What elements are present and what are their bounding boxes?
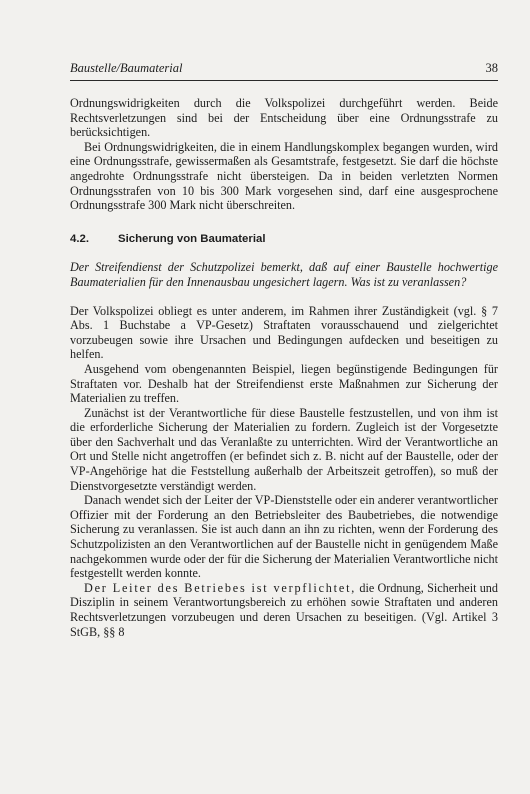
section-title: Sicherung von Baumaterial xyxy=(118,232,266,245)
answer-paragraph-3: Zunächst ist der Verantwortliche für diese Baustelle festzustellen, und von ihm ist die erforderliche Sicherung der Materialien zu fordern. Zugleich ist der Vorgesetzte über den Sachverhalt und das Veranlaßte zu unterrichten. Wird der Verantwortliche an Ort und Stelle nicht angetroffen (er befindet sich z. B. nicht auf der Baustelle, oder der VP-Angehörige hat die Feststellung außerhalb der Arbeitszeit getroffen), so muß der Dienstvorgesetzte verständigt werden. xyxy=(70,405,498,493)
spaced-emphasis: Der Leiter des Betriebes ist verpflichtet, xyxy=(84,580,357,595)
running-title: Baustelle/Baumaterial xyxy=(70,61,183,75)
intro-paragraph-2: Bei Ordnungswidrigkeiten, die in einem Handlungskomplex begangen wurden, wird eine Ordnungsstrafe, gewissermaßen als Gesamtstrafe, festgesetzt. Sie darf die höchste angedrohte Ordnungsstrafe nicht übersteigen. Da in beiden verletzten Normen Ordnungsstrafen von 10 bis 300 Mark vorgesehen sind, darf eine ausgesprochene Ordnungsstrafe 300 Mark nicht überschreiten. xyxy=(70,139,498,213)
answer-paragraph-1: Der Volkspolizei obliegt es unter anderem, im Rahmen ihrer Zuständigkeit (vgl. § 7 Abs. 1 Buchstabe a VP-Gesetz) Straftaten vorausschauend und zielgerichtet vorzubeugen sowie ihre Ursachen und Bedingungen aufdecken und beseitigen zu helfen. xyxy=(70,303,498,362)
case-question: Der Streifendienst der Schutzpolizei bemerkt, daß auf einer Baustelle hochwertige Baumaterialien für den Innenausbau ungesichert lagern. Was ist zu veranlassen? xyxy=(70,260,498,289)
page-number: 38 xyxy=(485,61,498,75)
answer-paragraph-5-rest: die Ordnung, Sicherheit und Disziplin in seinem Verantwortungsbereich zu erhöhen sowie Straftaten und anderen Rechtsverletzungen vorzubeugen und deren Ursachen zu beseitigen. (Vgl. Artikel 3 StGB, §§ 8 xyxy=(70,580,498,639)
answer-paragraph-5 xyxy=(70,581,498,639)
answer-paragraph-2: Ausgehend vom obengenannten Beispiel, liegen begünstigende Bedingungen für Straftaten vor. Deshalb hat der Streifendienst erste Maßnahmen zur Sicherung der Materialien zu treffen. xyxy=(70,361,498,406)
intro-paragraph-1: Ordnungswidrigkeiten durch die Volkspolizei durchgeführt werden. Beide Rechtsverletzungen sind bei der Entscheidung über eine Ordnungsstrafe zu berücksichtigen. xyxy=(70,96,498,140)
answer-paragraph-4: Danach wendet sich der Leiter der VP-Dienststelle oder ein anderer verantwortlicher Offizier mit der Forderung an den Betriebsleiter des Baubetriebes, die notwendige Sicherung zu veranlassen. Sie ist auch dann an ihn zu richten, wenn der Forderung des Schutzpolizisten an den Verantwortlichen auf der Baustelle nicht in genügendem Maße nachgekommen wurde oder der für die Sicherung der Materialien Verantwortliche nicht festgestellt werden konnte. xyxy=(70,493,498,581)
section-heading xyxy=(70,232,498,247)
section-number: 4.2. xyxy=(70,232,89,245)
page-header xyxy=(70,58,498,81)
page-body xyxy=(70,96,498,639)
